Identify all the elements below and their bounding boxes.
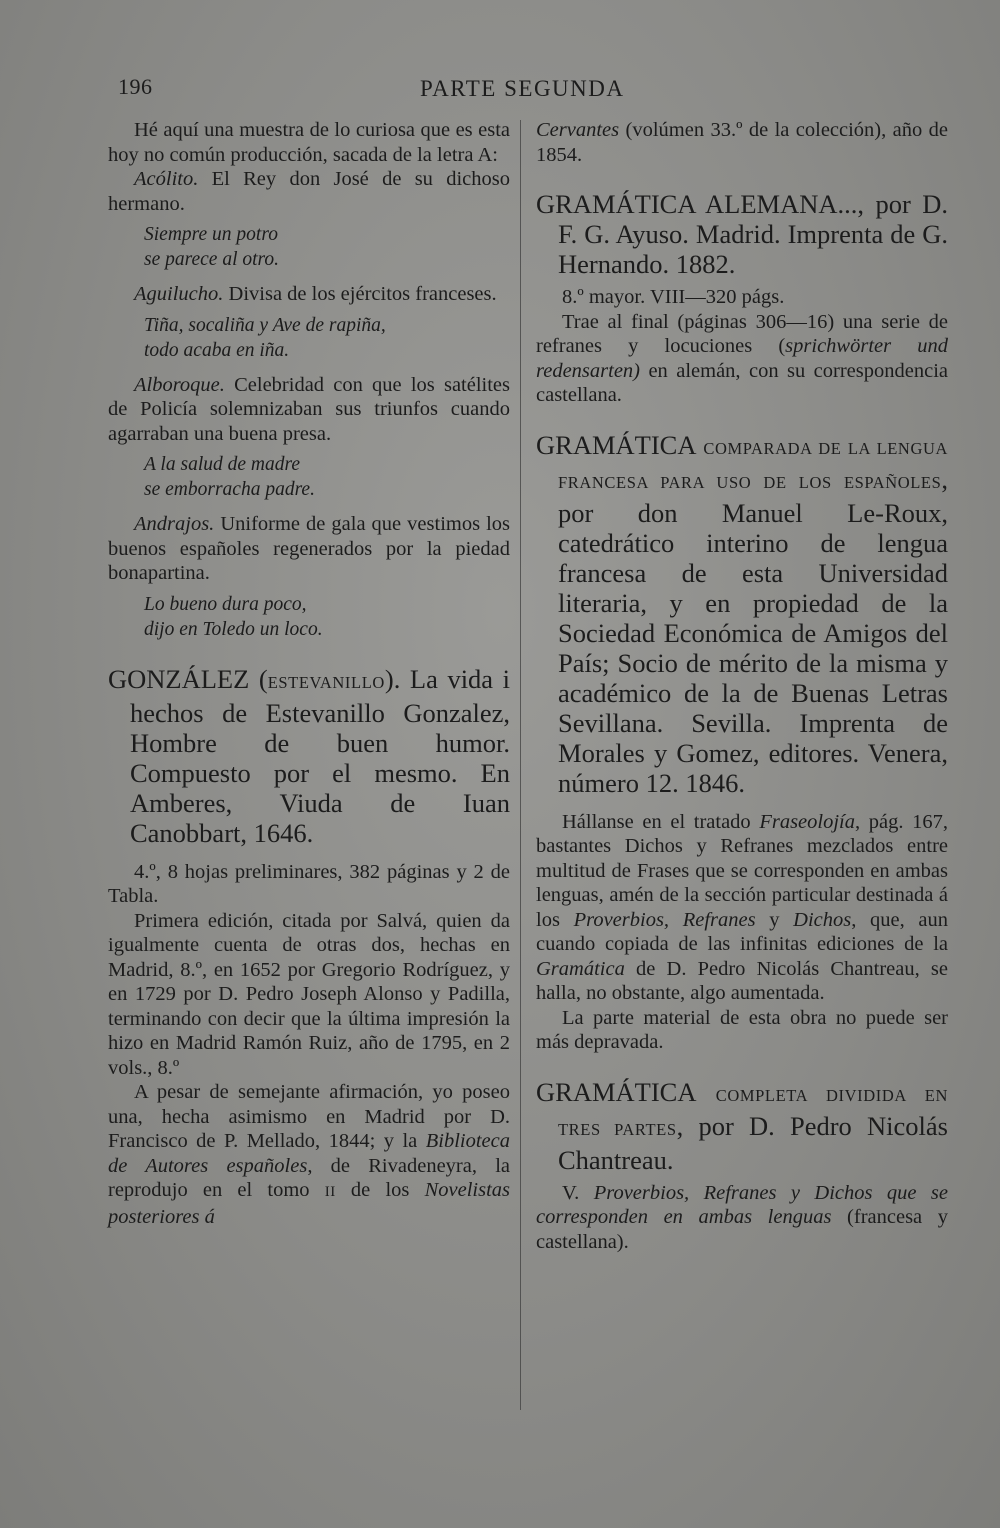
verse-line: se emborracha padre. xyxy=(144,479,315,500)
running-head: PARTE SEGUNDA xyxy=(420,76,625,101)
entry-aguilucho xyxy=(108,282,510,307)
text-run: (francesa y castellana). xyxy=(536,1206,948,1253)
entry-text: Celebridad con que los satélites de Policía solemnizaban sus triunfos cuando agarraban una buena presa. xyxy=(108,373,510,445)
left-column xyxy=(108,118,510,1229)
right-column xyxy=(536,118,948,1254)
italic-title: Fraseolojía xyxy=(759,810,855,833)
entry-head: GRAMÁTICA xyxy=(536,429,704,460)
page-number: 196 xyxy=(118,74,153,99)
verse-acolito xyxy=(144,222,510,272)
italic-title: Dichos xyxy=(793,908,852,931)
entry-title-rest: ). La vida i hechos de Estevanillo Gonzalez, Hombre de buen humor. Compuesto por el mesmo. En Amberes, Viuda de Iuan Canobbart, 1646. xyxy=(130,663,511,848)
entry-andrajos xyxy=(108,512,510,586)
verse-line: dijo en Toledo un loco. xyxy=(144,618,323,640)
text-run: , que, aun cuando copiada de las infinitas ediciones de la xyxy=(536,908,948,955)
alemana-description: 8.º mayor. VIII—320 págs. xyxy=(562,286,785,308)
entry-term: Andrajos. xyxy=(134,513,215,535)
entry-gramatica-completa-title xyxy=(536,1077,948,1175)
verse-line: Siempre un potro xyxy=(144,224,278,245)
text-run: (volúmen 33.º de la colección), año de 1854. xyxy=(536,119,948,166)
verse-line: se parece al otro. xyxy=(144,249,280,270)
entry-term: Acólito. xyxy=(134,168,199,190)
italic-title: Proverbios, Refranes y Dichos que se corresponden en ambas lenguas xyxy=(536,1181,949,1228)
text-run: de los xyxy=(335,1179,425,1201)
entry-gramatica-comparada-title xyxy=(536,430,948,798)
verse-alboroque xyxy=(144,452,510,502)
entry-text: Divisa de los ejércitos franceses. xyxy=(223,283,497,305)
entry-acolito xyxy=(108,167,510,216)
text-run: en alemán, con su correspondencia castellana. xyxy=(536,359,948,406)
entry-text: El Rey don José de su dichoso hermano. xyxy=(108,168,510,215)
text-run: de D. Pedro Nicolás Chantreau, se halla, no obstante, algo aumentada. xyxy=(536,957,948,1004)
entry-subtitle-smallcaps: COMPLETA DIVIDIDA EN TRES PARTES xyxy=(558,1085,948,1139)
verse-line: Lo bueno dura poco, xyxy=(144,593,307,615)
text-run: , pág. 167, bastantes Dichos y Refranes mezclados entre multitud de Frases que se corresponden en ambas lenguas, amén de la sección particular destinada á los xyxy=(536,810,948,931)
italic-phrase: sprichwörter und redensarten) xyxy=(536,335,948,382)
alemana-paragraph xyxy=(536,310,948,408)
intro-paragraph: Hé aquí una muestra de lo curiosa que es esta hoy no común producción, sacada de la letra A: xyxy=(108,119,510,166)
continued-paragraph xyxy=(536,118,948,167)
entry-author: ESTEVANILLO xyxy=(267,672,385,692)
verse-line: todo acaba en iña. xyxy=(144,339,290,361)
roman-numeral: II xyxy=(324,1184,336,1200)
italic-title: Biblioteca de Autores españoles xyxy=(108,1130,510,1177)
entry-title-rest: , por don Manuel Le-Roux, catedrático interino de lengua francesa de esta Universidad literaria, y en propiedad de la Sociedad Económica de Amigos del País; Socio de mérito de la misma y académico de la de Buenas Letras Sevillana. Sevilla. Imprenta de Morales y Gomez, editores. Venera, número 12. 1846. xyxy=(558,463,948,798)
gonzalez-paragraph-2 xyxy=(108,1080,510,1229)
verse-line: A la salud de madre xyxy=(144,454,300,475)
entry-gramatica-alemana-title: GRAMÁTICA ALEMANA..., por D. F. G. Ayuso. Madrid. Imprenta de G. Hernando. 1882. xyxy=(536,189,948,279)
gonzalez-paragraph-1: Primera edición, citada por Salvá, quien da igualmente cuenta de otras dos, hechas en Madrid, 8.º, en 1652 por Gregorio Rodríguez, y en 1729 por D. Pedro Joseph Alonso y Padilla, terminando con decir que la última impresión la hizo en Madrid Ramón Ruiz, año de 1795, en 2 vols., 8.º xyxy=(108,909,510,1079)
italic-title: Novelistas posteriores á xyxy=(108,1179,510,1228)
text-run: y xyxy=(755,908,794,931)
text-run: Trae al final (páginas 306—16) una serie de refranes y locuciones ( xyxy=(536,310,948,357)
comparada-paragraph-2: La parte material de esta obra no puede ser más depravada. xyxy=(536,1006,948,1053)
entry-title-rest: , por D. Pedro Nicolás Chantreau. xyxy=(558,1110,948,1175)
gonzalez-description: 4.º, 8 hojas preliminares, 382 páginas y 2 de Tabla. xyxy=(108,860,510,907)
entry-term: Aguilucho. xyxy=(134,283,224,305)
verse-aguilucho xyxy=(144,313,510,363)
entry-head: GONZÁLEZ ( xyxy=(108,663,268,694)
completa-paragraph xyxy=(536,1181,948,1255)
entry-head: GRAMÁTICA xyxy=(536,1076,716,1107)
entry-subtitle-smallcaps: COMPARADA DE LA LENGUA FRANCESA PARA USO DE LOS ESPAÑOLES xyxy=(558,438,948,492)
text-run: , de Rivadeneyra, la reprodujo en el tomo xyxy=(108,1154,510,1201)
entry-term: Alboroque. xyxy=(134,373,225,396)
italic-title: Cervantes xyxy=(536,119,620,141)
comparada-paragraph-1 xyxy=(536,810,948,1006)
entry-alboroque xyxy=(108,373,510,447)
entry-text: Uniforme de gala que vestimos los buenos españoles regenerados por la piedad bonapartina. xyxy=(108,513,510,584)
text-run: A pesar de semejante afirmación, yo poseo una, hecha asimismo en Madrid por D. Francisco de P. Mellado, 1844; y la xyxy=(108,1081,510,1152)
italic-title: Gramática xyxy=(536,957,625,980)
entry-gonzalez-title xyxy=(108,664,510,848)
verse-line: Tiña, socaliña y Ave de rapiña, xyxy=(144,314,386,336)
text-run: V. xyxy=(562,1181,594,1204)
verse-andrajos xyxy=(144,592,510,642)
column-divider xyxy=(520,120,521,1410)
page-header xyxy=(110,72,950,112)
text-run: Hállanse en el tratado xyxy=(562,810,760,833)
italic-title: Proverbios, Refranes xyxy=(573,908,756,931)
